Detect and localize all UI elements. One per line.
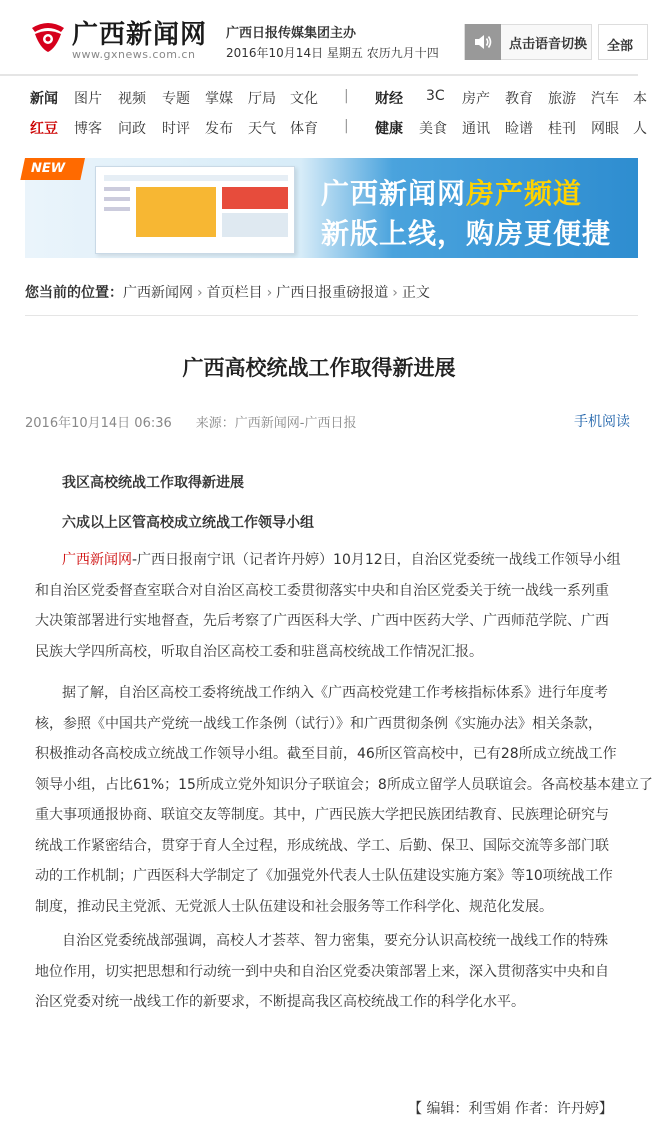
- nav-item[interactable]: 汽车: [591, 91, 619, 107]
- breadcrumb-item[interactable]: 广西新闻网: [123, 285, 193, 301]
- site-url: www.gxnews.com.cn: [72, 48, 196, 61]
- paragraph-line: 地位作用，切实把思想和行动统一到中央和自治区党委决策部署上来，深入贯彻落实中央和自: [35, 963, 609, 980]
- paragraph-line: 自治区党委统战部强调，高校人才荟萃、智力密集，要充分认识高校统一战线工作的特殊: [62, 933, 608, 949]
- paragraph-line: 大决策部署进行实地督查，先后考察了广西医科大学、广西中医药大学、广西师范学院、广西: [35, 613, 609, 629]
- breadcrumb-item[interactable]: 首页栏目: [206, 285, 263, 301]
- paragraph-line: 动的工作机制；广西医科大学制定了《加强党外代表人士队伍建设实施方案》等10项统战工作: [35, 868, 613, 884]
- banner-headline: 广西新闻网房产频道: [321, 177, 583, 210]
- nav-item[interactable]: 文化: [290, 91, 318, 107]
- article-datetime: 2016年10月14日 06:36: [25, 416, 172, 431]
- chevron-right-icon: ›: [197, 285, 203, 301]
- nav-item[interactable]: 视频: [118, 91, 146, 107]
- article-title: 广西高校统战工作取得新进展: [182, 356, 456, 380]
- breadcrumb-label: 您当前的位置：: [25, 285, 123, 301]
- article-paragraph-2: [35, 678, 653, 922]
- nav-item[interactable]: 网眼: [591, 121, 619, 137]
- voice-toggle-label: 点击语音切换: [509, 36, 588, 52]
- paragraph-line: 制度，推动民主党派、无党派人士队伍建设和社会服务等工作科学化、规范化发展。: [35, 898, 553, 915]
- speaker-icon: [465, 24, 501, 60]
- paragraph-line: 治区党委对统一战线工作的新要求，不断提高我区高校统战工作的科学化水平。: [35, 994, 525, 1010]
- nav-item[interactable]: 问政: [118, 121, 146, 137]
- paragraph-line: 广西新闻网-广西日报南宁讯（记者许丹婷）10月12日，自治区党委统一战线工作领导小组: [62, 552, 621, 568]
- paragraph-line: 核，参照《中国共产党统一战线工作条例（试行）》和广西贯彻条例《实施办法》相关条款，: [35, 715, 602, 732]
- paragraph-line: 统战工作紧密结合，贯穿于育人全过程，形成统战、学工、后勤、保卫、国际交流等多部门联: [35, 837, 609, 854]
- editor-author-note: 【 编辑：利雪娟 作者：许丹婷】: [408, 1101, 613, 1117]
- paragraph-line: 和自治区党委督查室联合对自治区高校工委贯彻落实中央和自治区党委关于统一战线一系列重: [35, 582, 609, 599]
- breadcrumb: [25, 282, 430, 302]
- article-source: 来源：广西新闻网-广西日报: [195, 416, 357, 431]
- house-channel-banner[interactable]: [25, 158, 638, 258]
- nav-item[interactable]: 体育: [290, 121, 318, 137]
- nav-item[interactable]: 健康: [375, 121, 403, 137]
- chevron-right-icon: ›: [392, 285, 398, 301]
- nav-separator: |: [344, 88, 349, 104]
- voice-toggle-button[interactable]: [464, 24, 592, 60]
- nav-item[interactable]: 厅局: [248, 91, 276, 107]
- nav-item[interactable]: 天气: [248, 121, 276, 137]
- nav-item[interactable]: 博客: [74, 121, 102, 137]
- site-header: [0, 0, 638, 75]
- source-link[interactable]: 广西新闻网: [62, 552, 132, 568]
- nav-item[interactable]: 掌媒: [205, 91, 233, 107]
- nav-item[interactable]: 桂刊: [548, 121, 576, 137]
- nav-item[interactable]: 3C: [426, 88, 445, 104]
- article-paragraph-3: [35, 926, 609, 1018]
- article-meta: [25, 412, 356, 431]
- host-org: 广西日报传媒集团主办: [226, 26, 357, 41]
- paragraph-line: 民族大学四所高校，听取自治区高校工委和驻邕高校统战工作情况汇报。: [35, 643, 483, 660]
- nav-item[interactable]: 教育: [505, 91, 533, 107]
- nav-item[interactable]: 美食: [419, 121, 447, 137]
- nav-item[interactable]: 财经: [375, 91, 403, 107]
- breadcrumb-divider: [25, 315, 638, 316]
- paragraph-line: 重大事项通报协商、联谊交友等制度。其中，广西民族大学把民族团结教育、民族理论研究与: [35, 807, 609, 823]
- all-button[interactable]: 全部: [598, 24, 648, 60]
- nav-item[interactable]: 红豆: [30, 121, 58, 137]
- nav-item[interactable]: 睑谱: [505, 121, 533, 137]
- nav-item[interactable]: 图片: [74, 91, 102, 107]
- logo-emblem-icon: [28, 16, 68, 56]
- article-paragraph-1: [35, 545, 621, 667]
- nav-item[interactable]: 专题: [162, 91, 190, 107]
- site-logo[interactable]: [28, 14, 208, 64]
- breadcrumb-item[interactable]: 广西日报重磅报道: [276, 285, 389, 301]
- nav-item[interactable]: 本: [633, 91, 647, 107]
- chevron-right-icon: ›: [266, 285, 273, 301]
- paragraph-line: 积极推动各高校成立统战工作领导小组。截至目前，46所区管高校中，已有28所成立统战工作: [35, 746, 617, 762]
- nav-item[interactable]: 时评: [162, 121, 190, 137]
- nav-item[interactable]: 房产: [462, 91, 490, 107]
- nav-item[interactable]: 新闻: [30, 91, 58, 107]
- nav-separator: |: [344, 118, 349, 134]
- nav-item[interactable]: 旅游: [548, 91, 576, 107]
- new-tag: NEW: [20, 158, 85, 180]
- nav-item[interactable]: 人: [633, 121, 647, 137]
- banner-site-preview: [95, 166, 295, 254]
- paragraph-line: 据了解，自治区高校工委将统战工作纳入《广西高校党建工作考核指标体系》进行年度考: [62, 685, 608, 701]
- banner-tagline: 新版上线，购房更便捷: [321, 217, 612, 250]
- nav-item[interactable]: 发布: [205, 121, 233, 137]
- article-subtitle-1: 我区高校统战工作取得新进展: [62, 475, 244, 491]
- mobile-read-link[interactable]: 手机阅读: [574, 414, 630, 430]
- site-name: 广西新闻网: [72, 20, 208, 50]
- article-subtitle-2: 六成以上区管高校成立统战工作领导小组: [62, 515, 314, 531]
- header-date: 2016年10月14日 星期五 农历九月十四: [226, 46, 439, 60]
- nav-item[interactable]: 通讯: [462, 121, 490, 137]
- paragraph-line: 领导小组，占比61%；15所成立党外知识分子联谊会；8所成立留学人员联谊会。各高校基本建立了: [35, 776, 653, 793]
- header-divider: [0, 74, 638, 76]
- breadcrumb-item: 正文: [401, 285, 430, 301]
